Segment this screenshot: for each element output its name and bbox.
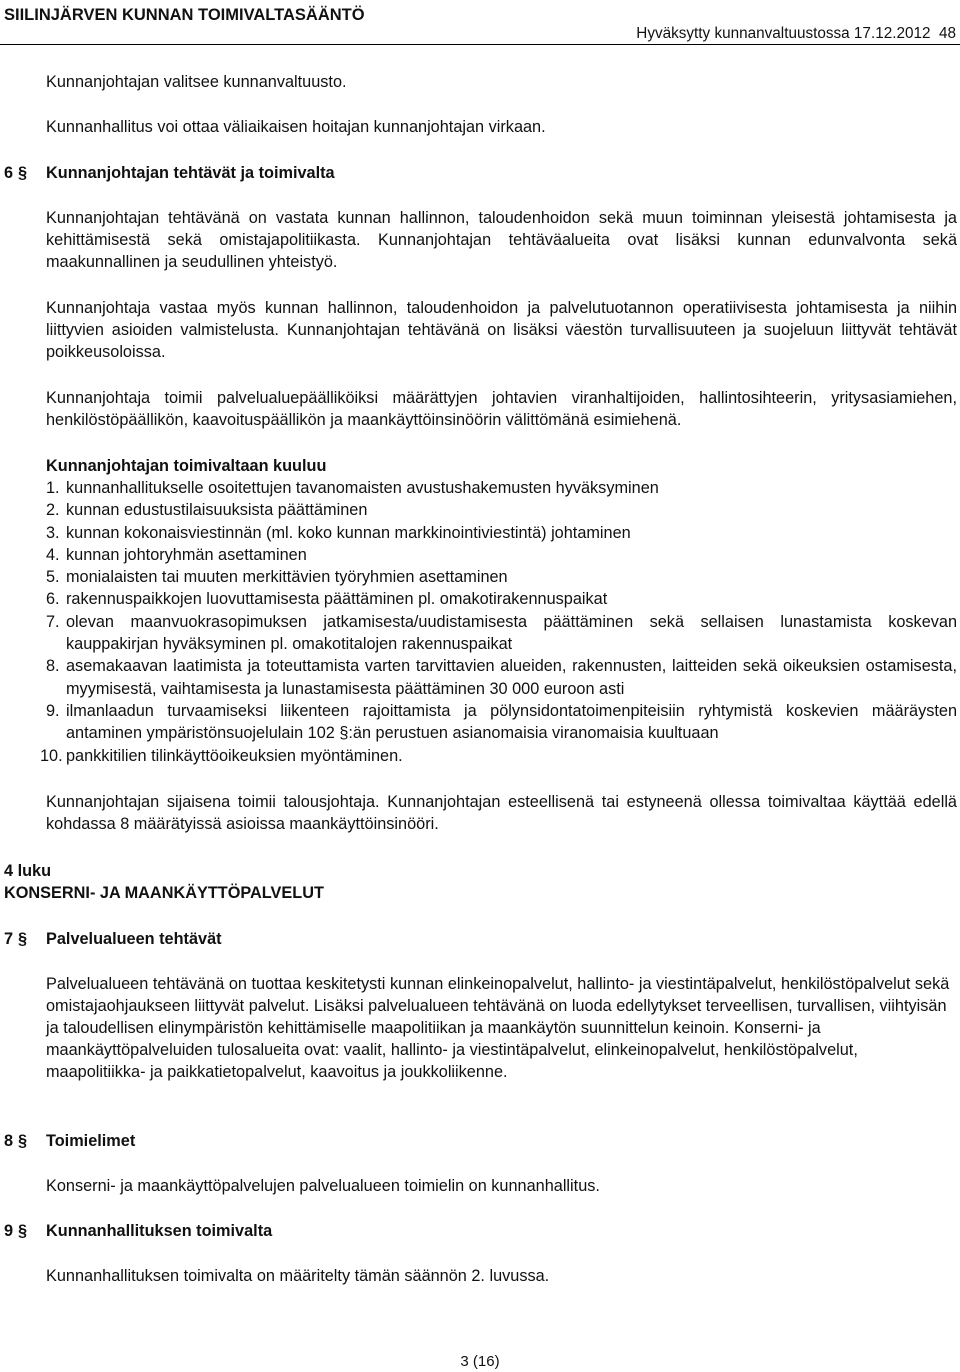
authority-list-heading: Kunnanjohtajan toimivaltaan kuuluu — [46, 457, 327, 475]
section-title: Kunnanjohtajan tehtävät ja toimivalta — [46, 164, 335, 182]
list-item: 6. rakennuspaikkojen luovuttamisesta päättäminen pl. omakotirakennuspaikat — [46, 590, 608, 609]
section-number: 6 — [4, 164, 14, 182]
section-title: Kunnanhallituksen toimivalta — [46, 1222, 273, 1240]
section-8-paragraph-1: Konserni- ja maankäyttöpalvelujen palvelualueen toimielin on kunnanhallitus. — [46, 1177, 600, 1195]
section-6-paragraph-4: Kunnanjohtajan sijaisena toimii talousjohtaja. Kunnanjohtajan esteellisenä tai estyneenä ollessa toimivaltaa käyttää edellä kohdassa 8 määrätyissä asioissa maankäyttöinsinööri. — [46, 793, 957, 833]
approval-date: Hyväksytty kunnanvaltuustossa 17.12.2012 — [636, 25, 931, 42]
section-9-paragraph-1: Kunnanhallituksen toimivalta on määritelty tämän säännön 2. luvussa. — [46, 1267, 550, 1285]
section-6-paragraph-1: Kunnanjohtajan tehtävänä on vastata kunnan hallinnon, taloudenhoidon sekä muun toiminnan yleisestä johtamisesta ja kehittämisestä sekä omistajapolitiikasta. Kunnanjohtajan tehtäväalueita ovat lisäksi kunnan edunvalvonta sekä maakunnallinen ja seudullinen yhteistyö. — [46, 209, 957, 271]
section-title: Palvelualueen tehtävät — [46, 930, 222, 948]
page-footer-number: 3 (16) — [460, 1353, 500, 1370]
section-symbol: § — [18, 164, 28, 182]
intro-paragraph-2: Kunnanhallitus voi ottaa väliaikaisen hoitajan kunnanjohtajan virkaan. — [46, 118, 546, 136]
header-page-number: 48 — [938, 25, 956, 42]
section-6-heading — [4, 162, 335, 184]
authority-list — [40, 477, 957, 767]
list-item: 4. kunnan johtoryhmän asettaminen — [46, 545, 307, 564]
section-title: Toimielimet — [46, 1132, 136, 1150]
section-6-paragraph-2: Kunnanjohtaja vastaa myös kunnan hallinnon, taloudenhoidon ja palvelutuotannon operatiivisesta johtamisesta ja niihin liittyvien asioiden valmistelusta. Kunnanjohtajan tehtävänä on lisäksi väestön turvallisuuteen ja suojeluun liittyvät tehtävät poikkeusoloissa. — [46, 299, 957, 361]
intro-paragraph-1: Kunnanjohtajan valitsee kunnanvaltuusto. — [46, 73, 347, 91]
list-item: 9. ilmanlaadun turvaamiseksi liikenteen rajoittamista ja pölynsidontatoimenpiteisiin ryhtymistä koskevien määräysten antaminen ympäristönsuojelulain 102 §:än perustuen asianomaisia viranomaisia kuultuaan — [46, 701, 957, 743]
page-header — [0, 0, 960, 44]
list-item: 5. monialaisten tai muuten merkittävien työryhmien asettaminen — [46, 568, 508, 587]
section-number: 7 — [4, 930, 14, 948]
section-9-heading — [4, 1220, 272, 1242]
chapter-label: 4 luku — [4, 862, 52, 880]
list-item: 7. olevan maanvuokrasopimuksen jatkamisesta/uudistamisesta päättäminen sekä sellaisen lunastamista koskevan kauppakirjan hyväksyminen pl. omakotitalojen rakennuspaikat — [46, 612, 957, 654]
section-number: 9 — [4, 1222, 14, 1240]
list-item: 10. pankkitilien tilinkäyttöoikeuksien myöntäminen. — [40, 746, 403, 765]
list-item: 8. asemakaavan laatimista ja toteuttamista varten tarvittavien alueiden, rakennusten, laitteiden sekä oikeuksien ostamisesta, myymisestä, vaihtamisesta ja lunastamisesta päättäminen 30 000 euroon asti — [46, 657, 957, 698]
section-number: 8 — [4, 1132, 14, 1150]
authority-list-block — [40, 455, 957, 767]
chapter-title: KONSERNI- JA MAANKÄYTTÖPALVELUT — [4, 884, 324, 902]
section-8-heading — [4, 1130, 135, 1152]
header-approval-info — [636, 25, 956, 43]
section-symbol: § — [18, 1132, 28, 1150]
section-symbol: § — [18, 1222, 28, 1240]
section-7-paragraph-1: Palvelualueen tehtävänä on tuottaa keskitetysti kunnan elinkeinopalvelut, hallinto- ja viestintäpalvelut, henkilöstöpalvelut sekä omistajaohjaukseen liittyvät palvelut. Lisäksi palvelualueen tehtävänä on luoda edellytykset terveellisen, turvallisen, viihtyisän ja taloudellisen elinympäristön kehittämiselle maapolitiikan ja maankäytön suunnittelun keinoin. Konserni- ja maankäyttöpalveluiden tulosalueita ovat: vaalit, hallinto- ja viestintäpalvelut, elinkeinopalvelut, henkilöstöpalvelut, maapolitiikka- ja paikkatietopalvelut, kaavoitus ja joukkoliikenne. — [46, 975, 950, 1081]
list-item: 3. kunnan kokonaisviestinnän (ml. koko kunnan markkinointiviestintä) johtaminen — [46, 523, 631, 542]
section-symbol: § — [18, 930, 28, 948]
section-7-heading — [4, 928, 222, 950]
list-item: 1. kunnanhallitukselle osoitettujen tavanomaisten avustushakemusten hyväksyminen — [46, 479, 659, 497]
document-title: SIILINJÄRVEN KUNNAN TOIMIVALTASÄÄNTÖ — [4, 6, 365, 24]
section-6-paragraph-3: Kunnanjohtaja toimii palvelualuepäälliköiksi määrättyjen johtavien viranhaltijoiden, hallintosihteerin, yritysasiamiehen, henkilöstöpäällikön, kaavoituspäällikön ja maankäyttöinsinöörin välittömänä esimiehenä. — [46, 389, 957, 429]
list-item: 2. kunnan edustustilaisuuksista päättäminen — [46, 501, 368, 520]
header-divider — [0, 44, 960, 45]
